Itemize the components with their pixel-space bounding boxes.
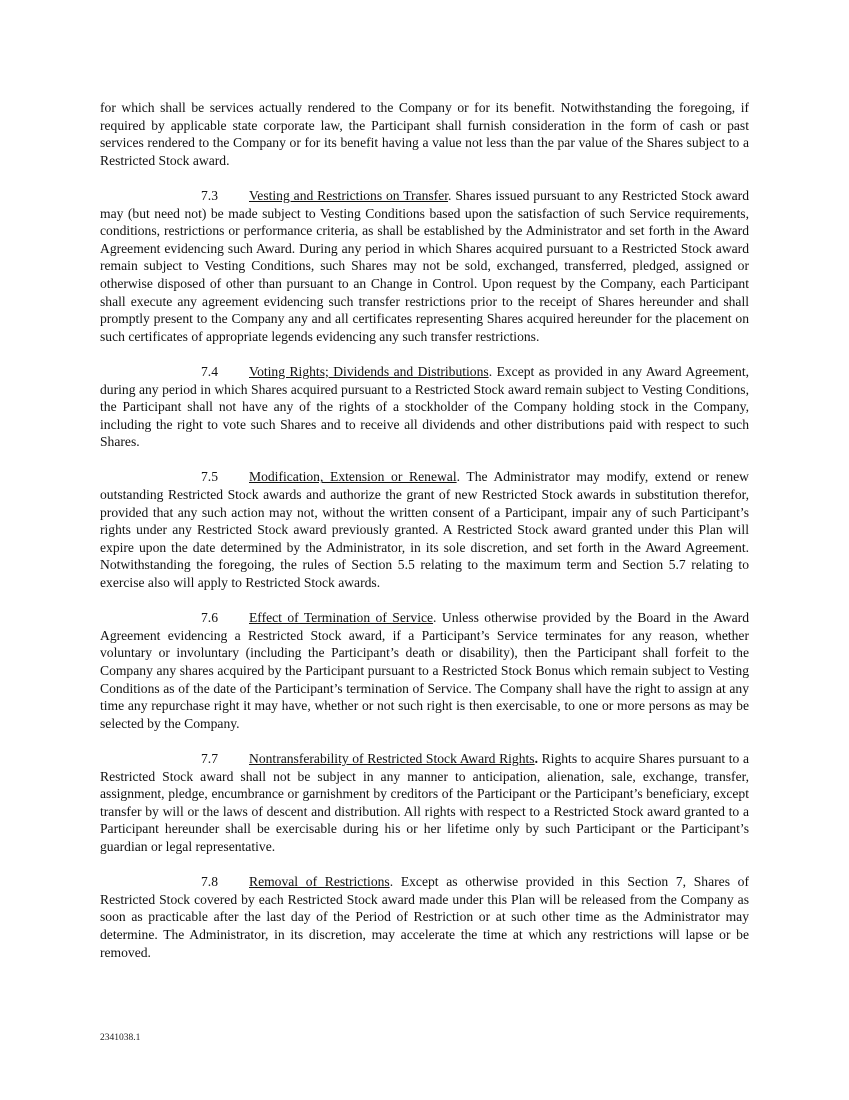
section-7-6 xyxy=(100,609,749,732)
section-number: 7.5 xyxy=(201,469,218,485)
document-page xyxy=(100,99,749,979)
section-body: Except as provided in any Award Agreement, during any period in which Shares acquired pursuant to a Restricted Stock award remain subject to Vesting Conditions, the Participant shall not have any of the rights of a stockholder of the Company holding stock in the Company, including the right to vote such Shares and to receive all dividends and other distributions paid with respect to such Shares. xyxy=(100,363,750,450)
footer-document-id: 2341038.1 xyxy=(100,1033,141,1043)
section-heading: Voting Rights; Dividends and Distributions xyxy=(249,363,489,379)
section-body: The Administrator may modify, extend or renew outstanding Restricted Stock awards and authorize the grant of new Restricted Stock awards in substitution therefor, provided that any such action may not, without the written consent of a Participant, impair any of such Participant’s rights under any Restricted Stock award previously granted. A Restricted Stock award granted under this Plan will expire upon the date determined by the Administrator, in its sole discretion, and set forth in the Award Agreement. Notwithstanding the foregoing, the rules of Section 5.5 relating to the maximum term and Section 5.7 relating to exercise also will apply to Restricted Stock awards. xyxy=(100,469,749,591)
section-heading-suffix: . xyxy=(534,750,538,766)
section-7-3 xyxy=(100,187,749,345)
section-number: 7.4 xyxy=(201,363,218,379)
section-heading: Effect of Termination of Service xyxy=(249,610,434,626)
section-body: Rights to acquire Shares pursuant to a Restricted Stock award shall not be subject in any manner to anticipation, alienation, sale, exchange, transfer, assignment, pledge, encumbrance or garnishment by creditors of the Participant or the Participant’s beneficiary, except transfer by will or the laws of descent and distribution. All rights with respect to a Restricted Stock award granted to a Participant hereunder shall be exercisable during his or her lifetime only by such Participant or the Participant’s guardian or legal representative. xyxy=(100,750,749,854)
section-number: 7.8 xyxy=(201,874,218,890)
section-heading-suffix: . xyxy=(488,363,493,379)
intro-paragraph: for which shall be services actually rendered to the Company or for its benefit. Notwithstanding the foregoing, if required by applicable state corporate law, the Participant shall furnish consideration in the form of cash or past services rendered to the Company or for its benefit having a value not less than the par value of the Shares subject to a Restricted Stock award. xyxy=(100,100,749,168)
section-7-8 xyxy=(100,873,749,961)
section-heading: Vesting and Restrictions on Transfer xyxy=(249,187,449,203)
section-heading: Modification, Extension or Renewal xyxy=(249,469,457,485)
section-7-4 xyxy=(100,363,749,451)
section-body: Except as otherwise provided in this Section 7, Shares of Restricted Stock covered by each Restricted Stock award made under this Plan will be released from the Company as soon as practicable after the last day of the Period of Restriction or at such other time as the Administrator may determine. The Administrator, in its discretion, may accelerate the time at which any restrictions will lapse or be removed. xyxy=(100,874,749,960)
section-heading-suffix: . xyxy=(448,187,452,203)
section-body: Shares issued pursuant to any Restricted Stock award may (but need not) be made subject to Vesting Conditions based upon the satisfaction of such Service requirements, conditions, restrictions or performance criteria, as shall be established by the Administrator and set forth in the Award Agreement evidencing such Award. During any period in which Shares acquired pursuant to a Restricted Stock award remain subject to Vesting Conditions, such Shares may not be sold, exchanged, transferred, pledged, assigned or otherwise disposed of other than pursuant to an Change in Control. Upon request by the Company, each Participant shall execute any agreement evidencing such transfer restrictions prior to the receipt of Shares hereunder and shall promptly present to the Company any and all certificates representing Shares acquired hereunder for the placement on such certificates of appropriate legends evidencing any such transfer restrictions. xyxy=(100,187,749,344)
section-number: 7.6 xyxy=(201,610,218,626)
section-7-7 xyxy=(100,750,749,856)
section-heading-suffix: . xyxy=(389,874,394,890)
section-heading-suffix: . xyxy=(456,469,461,485)
section-heading: Nontransferability of Restricted Stock Award Rights xyxy=(249,750,535,766)
section-body: Unless otherwise provided by the Board in the Award Agreement evidencing a Restricted Stock award, if a Participant’s Service terminates for any reason, whether voluntary or involuntary (including the Participant’s death or disability), then the Participant shall forfeit to the Company any shares acquired by the Participant pursuant to a Restricted Stock Bonus which remain subject to Vesting Conditions as of the date of the Participant’s termination of Service. The Company shall have the right to assign at any time any repurchase right it may have, whether or not such right is then exercisable, to one or more persons as may be selected by the Company. xyxy=(100,610,749,731)
section-heading-suffix: . xyxy=(433,610,437,626)
section-7-5 xyxy=(100,468,749,591)
section-number: 7.7 xyxy=(201,750,218,766)
section-heading: Removal of Restrictions xyxy=(249,874,390,890)
section-number: 7.3 xyxy=(201,187,218,203)
